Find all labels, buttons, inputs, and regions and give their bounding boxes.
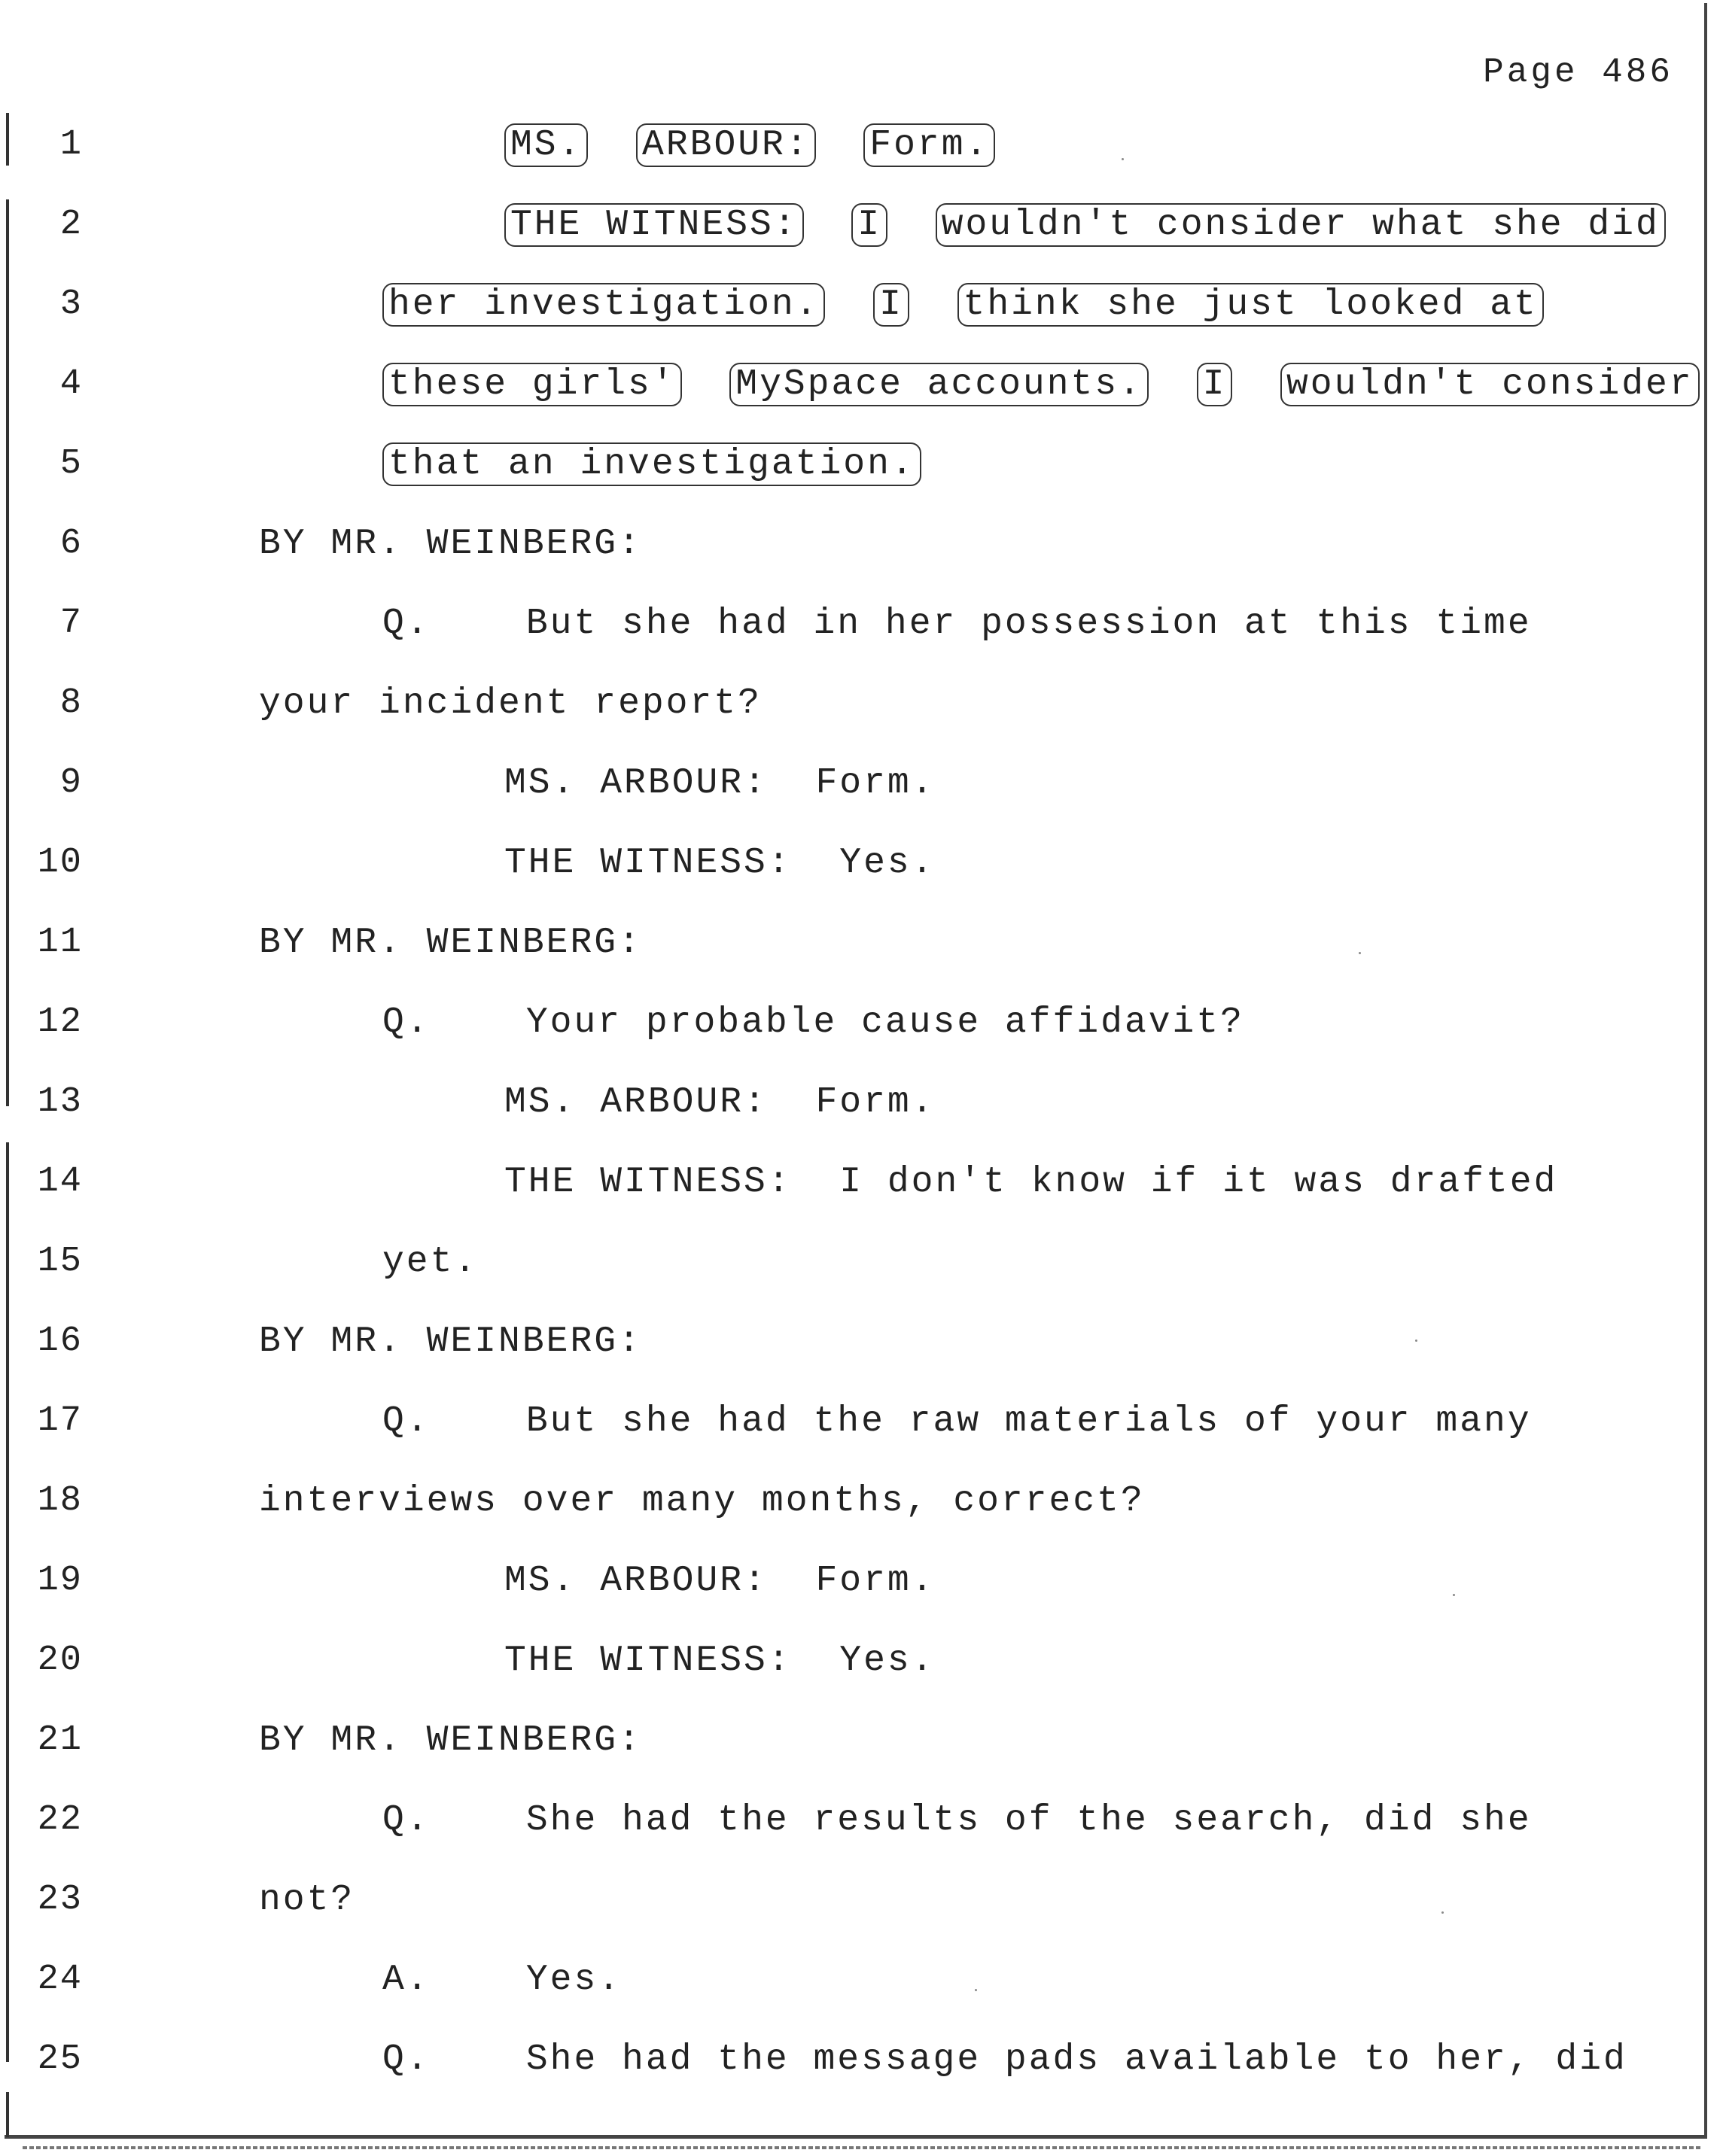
- scan-speck: [1359, 952, 1361, 954]
- line-text: Q. But she had in her possession at this time: [382, 604, 1532, 644]
- line-number: 14: [37, 1162, 83, 1202]
- circled-phrase: wouldn't consider what she did: [936, 203, 1666, 247]
- transcript-line: [0, 983, 1723, 1063]
- scan-edge: [23, 2146, 1701, 2149]
- circled-phrase: THE WITNESS:: [504, 203, 804, 247]
- circled-phrase: think she just looked at: [957, 283, 1544, 327]
- line-text: Q. Your probable cause affidavit?: [382, 1002, 1244, 1043]
- line-text: THE WITNESS: Yes.: [504, 843, 936, 883]
- line-number: 2: [59, 205, 83, 245]
- line-text: BY MR. WEINBERG:: [259, 1720, 642, 1761]
- transcript-line: [0, 424, 1723, 504]
- transcript-line: [0, 1701, 1723, 1780]
- line-number: 5: [59, 444, 83, 484]
- line-number: 22: [37, 1800, 83, 1840]
- line-number: 17: [37, 1401, 83, 1441]
- transcript-line: [0, 1860, 1723, 1940]
- line-number: 3: [59, 284, 83, 324]
- circled-phrase: these girls': [382, 363, 682, 406]
- line-number: 12: [37, 1002, 83, 1042]
- line-number: 23: [37, 1880, 83, 1920]
- line-text: A. Yes.: [382, 1960, 623, 2000]
- line-text: Q. But she had the raw materials of your many: [382, 1401, 1532, 1442]
- line-number: 4: [59, 364, 83, 404]
- transcript-line: [0, 105, 1723, 185]
- line-text: yet.: [382, 1242, 479, 1282]
- line-number: 8: [59, 683, 83, 723]
- circled-phrase: that an investigation.: [382, 442, 921, 486]
- line-number: 18: [37, 1481, 83, 1521]
- line-text: Q. She had the results of the search, did she: [382, 1800, 1532, 1841]
- transcript-line: [0, 1142, 1723, 1222]
- circled-phrase: MS.: [504, 123, 588, 167]
- transcript-line: [0, 823, 1723, 903]
- transcript-line: [0, 1461, 1723, 1541]
- scan-speck: [1415, 1340, 1417, 1342]
- line-text: BY MR. WEINBERG:: [259, 923, 642, 963]
- page-number: Page 486: [1483, 53, 1673, 92]
- scan-speck: [1453, 1594, 1455, 1596]
- transcript-line: [0, 664, 1723, 744]
- line-text: MS. ARBOUR: Form.: [504, 763, 936, 804]
- line-text: BY MR. WEINBERG:: [259, 1321, 642, 1362]
- line-number: 25: [37, 2039, 83, 2079]
- transcript-line: [0, 1302, 1723, 1382]
- line-text: [382, 424, 921, 504]
- line-number: 15: [37, 1242, 83, 1282]
- line-number: 13: [37, 1082, 83, 1122]
- line-number: 19: [37, 1561, 83, 1601]
- transcript-line: [0, 744, 1723, 823]
- circled-phrase: I: [851, 203, 887, 247]
- transcript-line: [0, 1541, 1723, 1621]
- line-text: [382, 265, 1544, 345]
- line-number: 20: [37, 1641, 83, 1680]
- line-number: 1: [59, 125, 83, 165]
- transcript-line: [0, 265, 1723, 345]
- transcript-line: [0, 185, 1723, 265]
- circled-phrase: wouldn't consider: [1280, 363, 1700, 406]
- line-text: MS. ARBOUR: Form.: [504, 1561, 936, 1601]
- line-text: [382, 345, 1700, 424]
- line-text: [504, 105, 995, 185]
- line-number: 10: [37, 843, 83, 883]
- transcript-line: [0, 903, 1723, 983]
- circled-phrase: ARBOUR:: [636, 123, 816, 167]
- transcript-line: [0, 1780, 1723, 1860]
- line-number: 7: [59, 604, 83, 643]
- line-text: your incident report?: [259, 683, 762, 724]
- circled-phrase: I: [873, 283, 909, 327]
- scan-speck: [975, 1989, 977, 1991]
- line-text: not?: [259, 1880, 355, 1920]
- transcript-line: [0, 1382, 1723, 1461]
- transcript-line: [0, 1222, 1723, 1302]
- transcript-line: [0, 504, 1723, 584]
- line-text: Q. She had the message pads available to her, did: [382, 2039, 1627, 2080]
- transcript-line: [0, 2020, 1723, 2100]
- transcript-line: [0, 345, 1723, 424]
- line-number: 16: [37, 1321, 83, 1361]
- circled-phrase: Form.: [863, 123, 995, 167]
- transcript-line: [0, 1940, 1723, 2020]
- circled-phrase: MySpace accounts.: [729, 363, 1149, 406]
- transcript-line: [0, 1063, 1723, 1142]
- line-number: 24: [37, 1960, 83, 1999]
- line-text: THE WITNESS: I don't know if it was drafted: [504, 1162, 1558, 1203]
- transcript-line: [0, 1621, 1723, 1701]
- line-text: interviews over many months, correct?: [259, 1481, 1145, 1522]
- circled-phrase: her investigation.: [382, 283, 825, 327]
- line-number: 11: [37, 923, 83, 962]
- line-text: [504, 185, 1666, 265]
- line-text: BY MR. WEINBERG:: [259, 524, 642, 564]
- line-number: 9: [59, 763, 83, 803]
- scan-speck: [1122, 158, 1124, 160]
- line-number: 21: [37, 1720, 83, 1760]
- circled-phrase: I: [1197, 363, 1233, 406]
- transcript-line: [0, 584, 1723, 664]
- line-text: THE WITNESS: Yes.: [504, 1641, 936, 1681]
- scan-speck: [1441, 1911, 1444, 1914]
- line-text: MS. ARBOUR: Form.: [504, 1082, 936, 1123]
- line-number: 6: [59, 524, 83, 564]
